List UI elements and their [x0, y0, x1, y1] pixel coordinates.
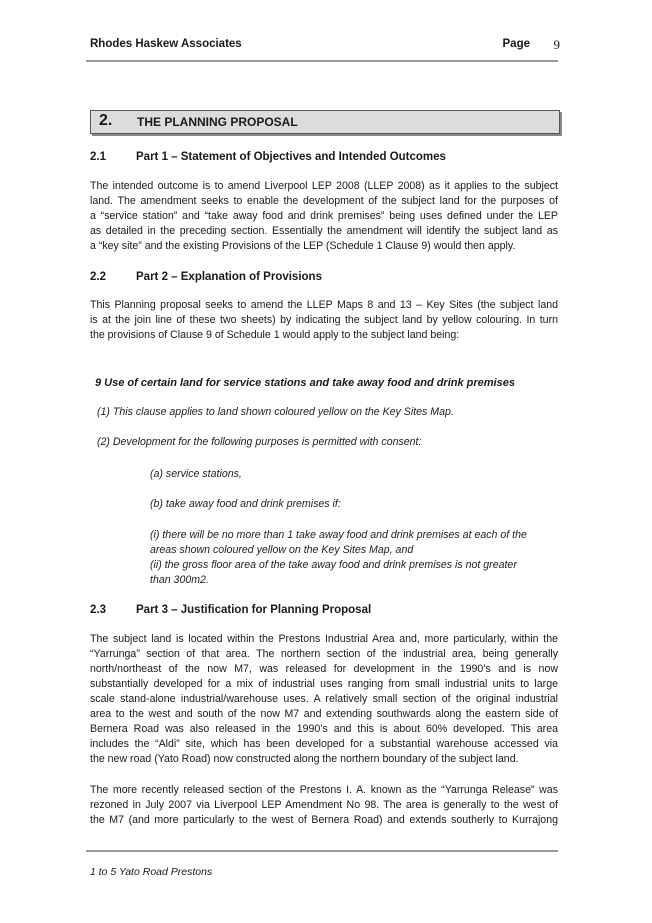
- paragraph-line: This Planning proposal seeks to amend the LLEP Maps 8 and 13 – Key Sites (the subject land: [90, 299, 558, 311]
- clause-item-i-line2: areas shown coloured yellow on the Key Sites Map, and: [150, 544, 414, 556]
- part2-heading: [90, 271, 322, 283]
- paragraph-line: substantially developed for a mix of industrial uses ranging from small industrial units to large: [90, 678, 558, 690]
- paragraph-line: area to the west and south of the now M7 and extending southwards along the eastern side of: [90, 708, 558, 720]
- paragraph-line: as detailed in the preceding section. Essentially the amendment will identify the subject land as: [90, 225, 558, 237]
- section-number: 2.: [99, 112, 113, 129]
- paragraph-line: includes the “Aldi” site, which has been developed for a substantial warehouse accessed via: [90, 738, 558, 750]
- clause-item-a: (a) service stations,: [150, 468, 242, 480]
- page-label: Page: [502, 38, 530, 50]
- paragraph-line: the new road (Yato Road) now constructed along the northern boundary of the subject land.: [90, 753, 519, 765]
- part1-paragraph: [90, 179, 558, 254]
- footer-rule: [86, 850, 558, 852]
- paragraph-line: “Yarrunga” section of that area. The northern section of the industrial area, being generally: [90, 648, 558, 660]
- part3-paragraph-2: [90, 783, 558, 828]
- part2-paragraph: [90, 298, 558, 343]
- header-rule: [86, 60, 558, 62]
- paragraph-line: The intended outcome is to amend Liverpool LEP 2008 (LLEP 2008) as it applies to the subject: [90, 180, 558, 192]
- section-heading-box: [90, 110, 560, 134]
- paragraph-line: a “key site” and the existing Provisions of the LEP (Schedule 1 Clause 9) would then apply.: [90, 240, 516, 252]
- part1-number: 2.1: [90, 151, 106, 163]
- page-number: 9: [553, 37, 560, 52]
- clause-item-ii-line1: (ii) the gross floor area of the take away food and drink premises is not greater: [150, 559, 517, 571]
- part3-title: Part 3 – Justification for Planning Proposal: [136, 604, 372, 616]
- section-title: THE PLANNING PROPOSAL: [137, 115, 298, 129]
- clause-sub1: (1) This clause applies to land shown coloured yellow on the Key Sites Map.: [97, 406, 454, 418]
- clause-item-ii-line2: than 300m2.: [150, 574, 209, 586]
- clause-item-b: (b) take away food and drink premises if:: [150, 498, 341, 510]
- paragraph-line: Bernera Road was also released in the 1990’s and this is about 60% developed. This area: [90, 723, 558, 735]
- part3-paragraph-1: [90, 632, 558, 767]
- page-header: [90, 38, 560, 56]
- clause-sub2: (2) Development for the following purposes is permitted with consent:: [97, 436, 422, 448]
- part3-number: 2.3: [90, 604, 106, 616]
- organisation-name: Rhodes Haskew Associates: [90, 38, 242, 50]
- paragraph-line: The more recently released section of the Prestons I. A. known as the “Yarrunga Release” was: [90, 784, 558, 796]
- paragraph-line: is at the join line of these two sheets) by indicating the subject land by yellow colouring. In turn: [90, 314, 558, 326]
- part1-heading: [90, 151, 446, 163]
- clause-item-i-line1: (i) there will be no more than 1 take away food and drink premises at each of the: [150, 529, 527, 541]
- part2-title: Part 2 – Explanation of Provisions: [136, 271, 322, 283]
- paragraph-line: a “service station” and “take away food and drink premises” being uses defined under the LEP: [90, 210, 558, 222]
- paragraph-line: the provisions of Clause 9 of Schedule 1 would apply to the subject land being:: [90, 329, 460, 341]
- part2-number: 2.2: [90, 271, 106, 283]
- paragraph-line: scale stand-alone industrial/warehouse uses. A relatively small section of the original industrial: [90, 693, 558, 705]
- part1-title: Part 1 – Statement of Objectives and Intended Outcomes: [136, 151, 446, 163]
- clause-heading: 9 Use of certain land for service stations and take away food and drink premises: [95, 377, 515, 389]
- paragraph-line: the M7 (and more particularly to the west of Bernera Road) and extends southerly to Kurrajong: [90, 814, 558, 826]
- part3-heading: [90, 604, 371, 616]
- paragraph-line: north/northeast of the now M7, was released for development in the 1990’s and is now: [90, 663, 558, 675]
- page-footer: 1 to 5 Yato Road Prestons: [90, 866, 213, 878]
- paragraph-line: The subject land is located within the Prestons Industrial Area and, more particularly, within the: [90, 633, 558, 645]
- paragraph-line: land. The amendment seeks to enable the development of the subject land for the purposes of: [90, 195, 558, 207]
- paragraph-line: rezoned in July 2007 via Liverpool LEP Amendment No 98. The area is generally to the west of: [90, 799, 558, 811]
